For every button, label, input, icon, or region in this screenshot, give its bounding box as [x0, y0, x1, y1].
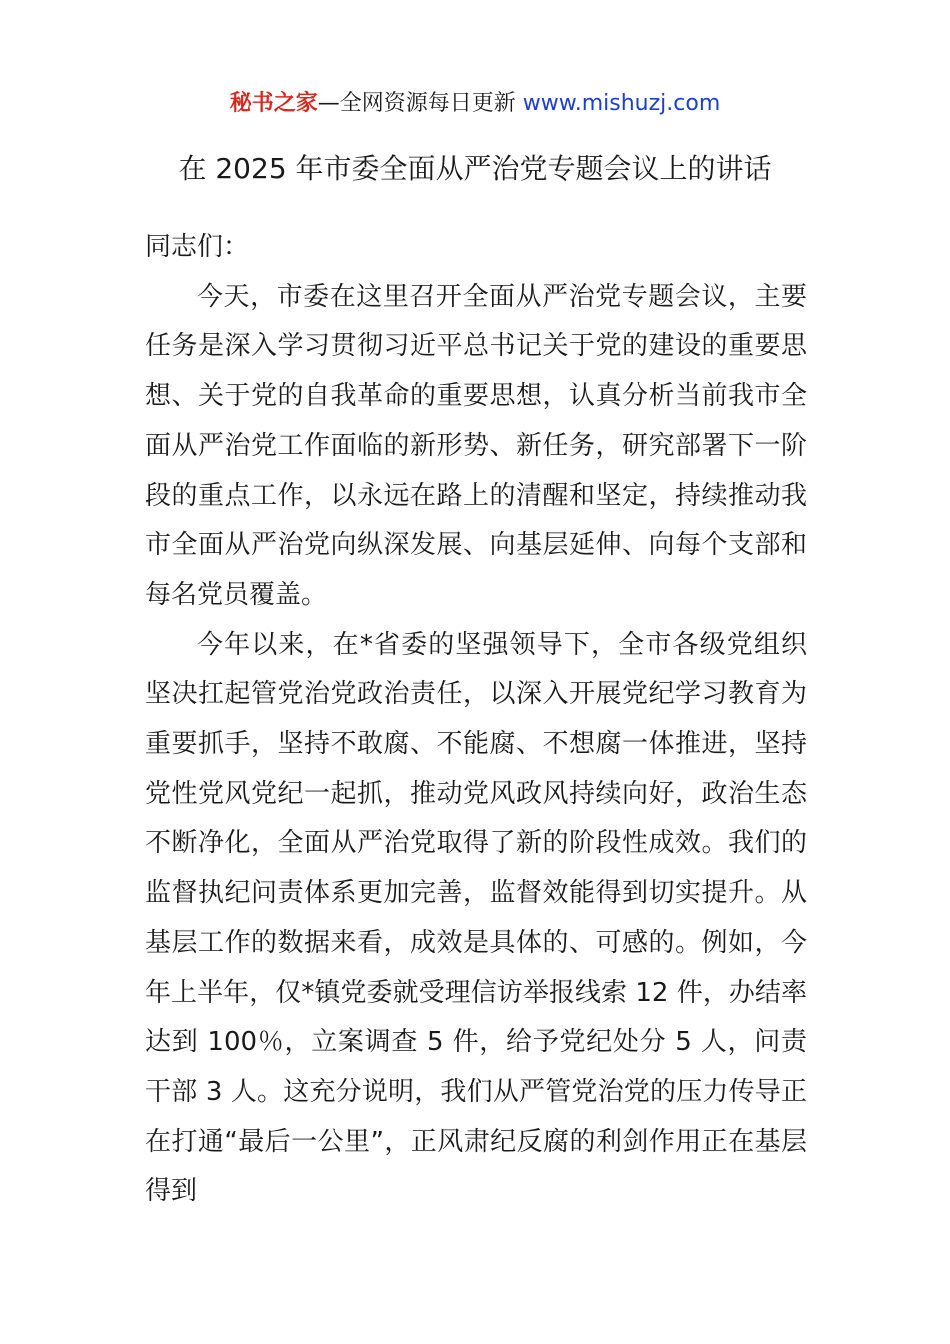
header-tagline: —全网资源每日更新: [317, 91, 523, 116]
paragraph-2: 今年以来，在*省委的坚强领导下，全市各级党组织坚决扛起管党治党政治责任，以深入开展党纪学习教育为重要抓手，坚持不敢腐、不能腐、不想腐一体推进，坚持党性党风党纪一起抓，推动党风政风持续向好，政治生态不断净化，全面从严治党取得了新的阶段性成效。我们的监督执纪问责体系更加完善，监督效能得到切实提升。从基层工作的数据来看，成效是具体的、可感的。例如，今年上半年，仅*镇党委就受理信访举报线索 12 件，办结率达到 100％，立案调查 5 件，给予党纪处分 5 人，问责干部 3 人。这充分说明，我们从严管党治党的压力传导正在打通“最后一公里”，正风肃纪反腐的利剑作用正在基层得到: [145, 629, 807, 1207]
site-header: [0, 86, 950, 122]
paragraph-1: 今天，市委在这里召开全面从严治党专题会议，主要任务是深入学习贯彻习近平总书记关于党的建设的重要思想、关于党的自我革命的重要思想，认真分析当前我市全面从严治党工作面临的新形势、新任务，研究部署下一阶段的重点工作，以永远在路上的清醒和坚定，持续推动我市全面从严治党向纵深发展、向基层延伸、向每个支部和每名党员覆盖。: [145, 281, 807, 610]
document-body: [145, 223, 807, 1217]
document-title: 在 2025 年市委全面从严治党专题会议上的讲话: [178, 152, 772, 185]
salutation: 同志们：: [145, 232, 250, 262]
site-link[interactable]: www.mishuzj.com: [522, 91, 721, 116]
brand-name: 秘书之家: [229, 91, 318, 116]
